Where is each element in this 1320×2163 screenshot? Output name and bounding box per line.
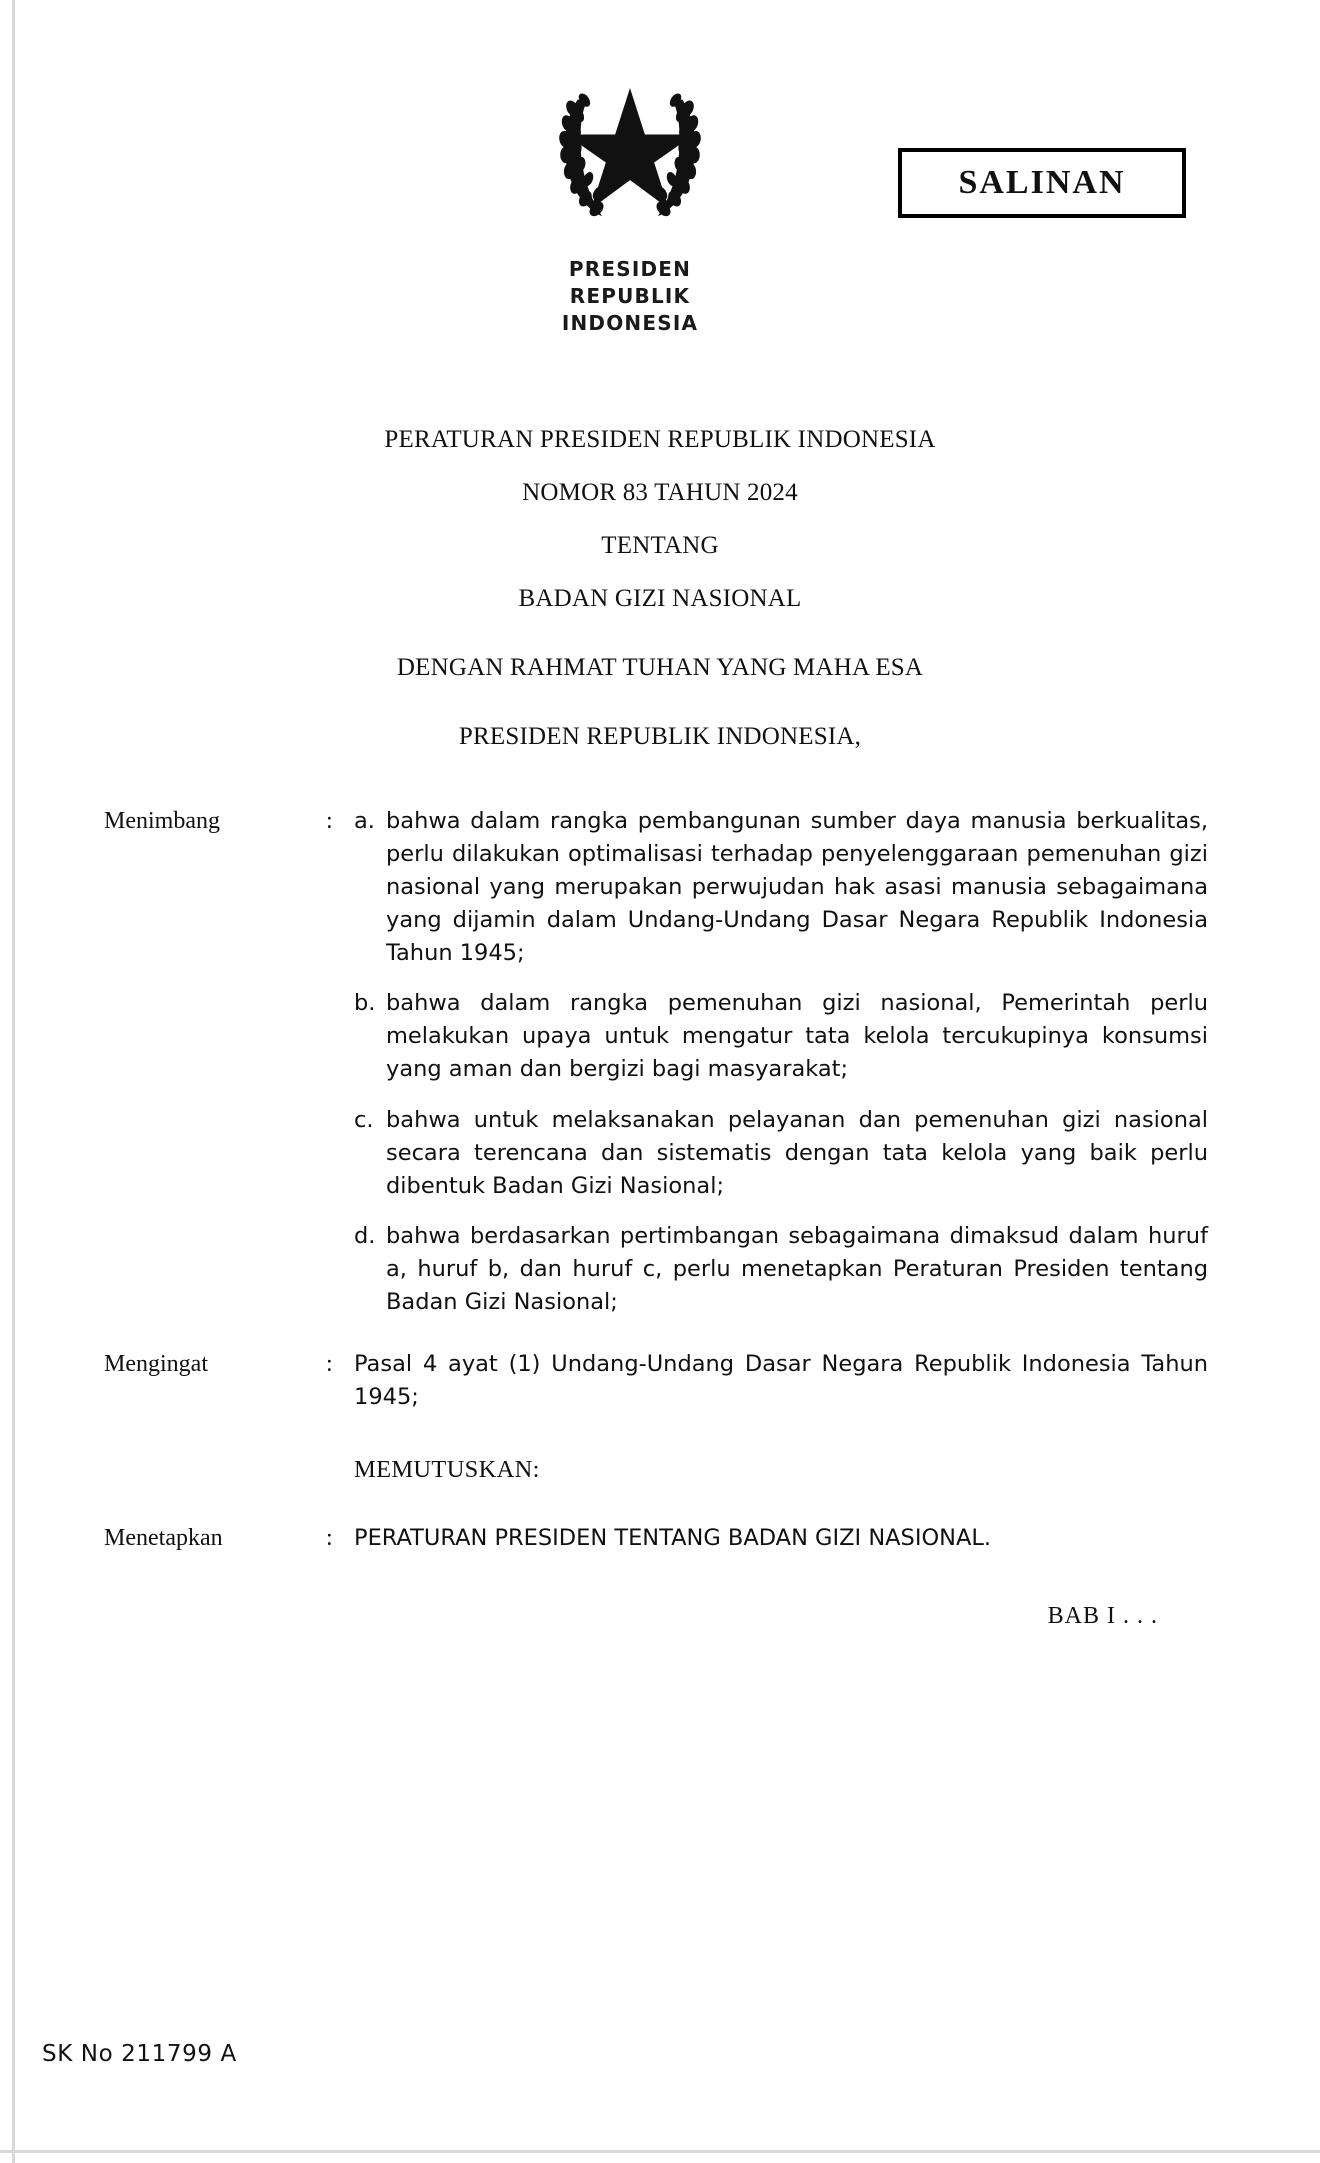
salinan-stamp-label: SALINAN: [958, 164, 1126, 201]
president-heading: [500, 256, 760, 337]
mengingat-text: Pasal 4 ayat (1) Undang-Undang Dasar Negara Republik Indonesia Tahun 1945;: [354, 1350, 1208, 1410]
list-item-marker: a.: [354, 808, 375, 834]
regulation-title-block: [0, 427, 1320, 749]
menimbang-items: [354, 805, 1208, 1336]
menetapkan-colon: :: [326, 1525, 333, 1551]
title-line-tentang: TENTANG: [601, 532, 719, 559]
list-item-text: bahwa untuk melaksanakan pelayanan dan pemenuhan gizi nasional secara terencana dan sistematis dengan tata kelola yang baik perlu dibentuk Badan Gizi Nasional;: [386, 1106, 1208, 1199]
title-line-subject: BADAN GIZI NASIONAL: [518, 585, 802, 612]
menetapkan-label: Menetapkan: [104, 1525, 223, 1551]
list-item: [354, 805, 1208, 970]
page-edge-bottom: [0, 2150, 1320, 2153]
title-line-peraturan: PERATURAN PRESIDEN REPUBLIK INDONESIA: [384, 426, 936, 453]
president-heading-line2: REPUBLIK INDONESIA: [561, 284, 699, 335]
list-item-text: bahwa dalam rangka pemenuhan gizi nasional, Pemerintah perlu melakukan upaya untuk mengatur tata kelola tercukupinya konsumsi yang aman dan bergizi bagi masyarakat;: [386, 990, 1208, 1083]
mengingat-content: [354, 1348, 1208, 1414]
memutuskan-heading: MEMUTUSKAN:: [354, 1456, 540, 1483]
document-footer-code: SK No 211799 A: [42, 2041, 237, 2067]
emblem-block: [500, 62, 760, 337]
list-item: [354, 1104, 1208, 1203]
menetapkan-row: [104, 1522, 1208, 1555]
list-item: [354, 987, 1208, 1086]
menimbang-row: [104, 805, 1208, 1336]
title-line-nomor: NOMOR 83 TAHUN 2024: [522, 479, 798, 506]
list-item: [354, 1220, 1208, 1319]
garuda-star-emblem-icon: [537, 62, 723, 248]
menimbang-label: Menimbang: [104, 808, 220, 834]
list-item-marker: c.: [354, 1106, 374, 1133]
salinan-stamp: [898, 148, 1186, 218]
title-line-rahmat: DENGAN RAHMAT TUHAN YANG MAHA ESA: [396, 654, 924, 681]
menetapkan-content: [354, 1522, 1208, 1555]
list-item-text: bahwa berdasarkan pertimbangan sebagaimana dimaksud dalam huruf a, huruf b, dan huruf c, perlu menetapkan Peraturan Presiden tentang Badan Gizi Nasional;: [386, 1222, 1208, 1315]
mengingat-colon: :: [326, 1350, 333, 1377]
document-header: [0, 0, 1320, 337]
president-heading-line1: PRESIDEN: [568, 257, 692, 281]
menetapkan-text: PERATURAN PRESIDEN TENTANG BADAN GIZI NASIONAL.: [354, 1525, 992, 1551]
document-body: [0, 805, 1320, 1630]
menimbang-colon: :: [326, 808, 333, 834]
list-item-marker: d.: [354, 1222, 376, 1249]
list-item-marker: b.: [354, 990, 376, 1017]
mengingat-label: Mengingat: [104, 1350, 208, 1377]
list-item-text: bahwa dalam rangka pembangunan sumber daya manusia berkualitas, perlu dilakukan optimalisasi terhadap penyelenggaraan pemenuhan gizi nasional yang merupakan perwujudan hak asasi manusia sebagaimana yang dijamin dalam Undang-Undang Dasar Negara Republik Indonesia Tahun 1945;: [386, 808, 1208, 967]
next-section-indicator: BAB I . . .: [1047, 1603, 1158, 1630]
mengingat-row: [104, 1348, 1208, 1414]
title-line-presiden: PRESIDEN REPUBLIK INDONESIA,: [458, 723, 862, 750]
